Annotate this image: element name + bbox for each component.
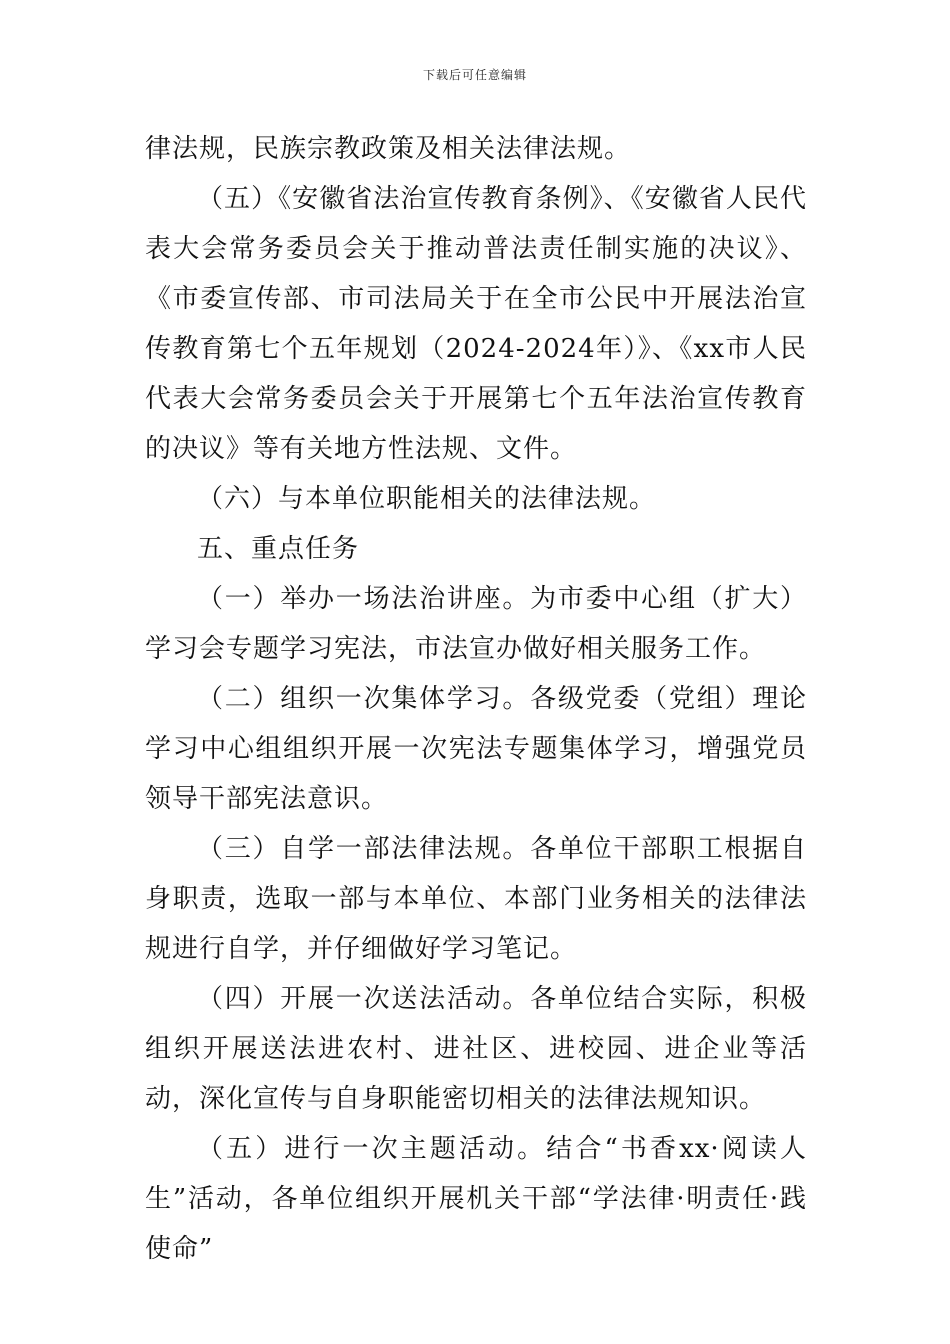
paragraph-item-6-unit-laws: （六）与本单位职能相关的法律法规。 <box>197 484 657 514</box>
page-header-note: 下载后可任意编辑 <box>422 68 527 82</box>
paragraph-task-2-group-study: （二）组织一次集体学习。各级党委（党组）理论学习中心组组织开展一次宪法专题集体学习，增强党员领导干部宪法意识。 <box>145 684 807 814</box>
paragraph-task-4-outreach: （四）开展一次送法活动。各单位结合实际，积极组织开展送法进农村、进社区、进校园、进企业等活动，深化宣传与自身职能密切相关的法律法规知识。 <box>145 984 807 1114</box>
paragraph-task-3-self-study: （三）自学一部法律法规。各单位干部职工根据自身职责，选取一部与本单位、本部门业务相关的法律法规进行自学，并仔细做好学习笔记。 <box>145 834 807 964</box>
paragraph-task-1-lecture: （一）举办一场法治讲座。为市委中心组（扩大）学习会专题学习宪法，市法宣办做好相关服务工作。 <box>145 584 807 664</box>
paragraph-continuation: 律法规，民族宗教政策及相关法律法规。 <box>145 134 632 164</box>
document-body <box>145 124 807 1274</box>
section-heading-key-tasks: 五、重点任务 <box>197 534 360 564</box>
paragraph-item-5-local-regulations: （五）《安徽省法治宣传教育条例》、《安徽省人民代表大会常务委员会关于推动普法责任制实施的决议》、《市委宣传部、市司法局关于在全市公民中开展法治宣传教育第七个五年规划（2024-2024年）》、《xx市人民代表大会常务委员会关于开展第七个五年法治宣传教育的决议》等有关地方性法规、文件。 <box>145 184 807 464</box>
paragraph-task-5-theme-activity: （五）进行一次主题活动。结合“书香xx·阅读人生”活动，各单位组织开展机关干部“学法律·明责任·践使命” <box>145 1134 807 1264</box>
